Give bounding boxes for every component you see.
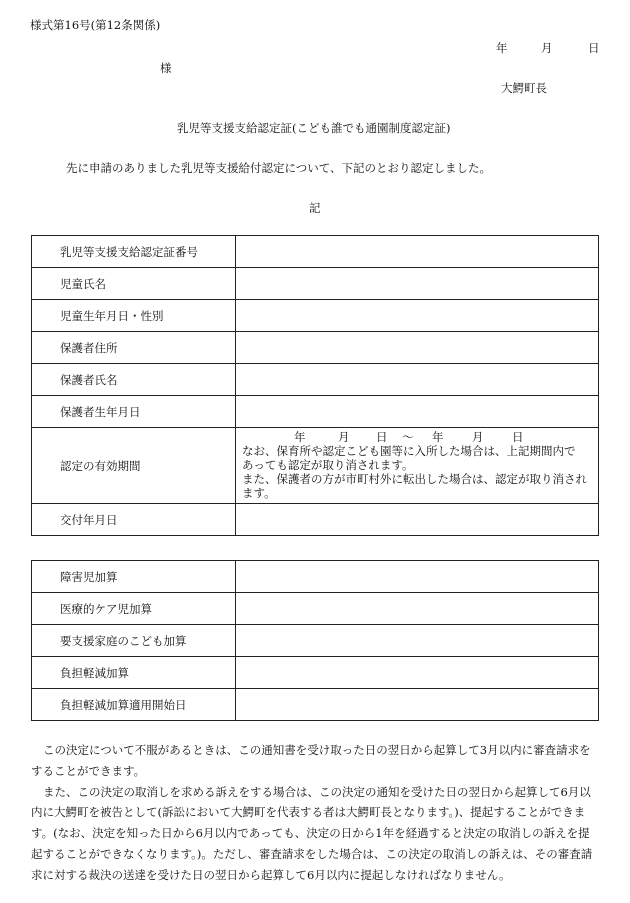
period-dates <box>242 430 593 444</box>
table-row <box>32 236 599 268</box>
row-label: 乳児等支援支給認定証番号 <box>32 236 236 268</box>
notice-paragraph: また、この決定の取消しを求める訴えをする場合は、この決定の通知を受けた日の翌日から起算して6月以内に大鰐町を被告として(訴訟において大鰐町を代表する者は大鰐町長となります。)、提起することができます。(なお、決定を知った日から6月以内であっても、決定の日から1年を経過すると決定の取消しの訴えを提起することができなくなります。)。ただし、審査請求をした場合は、この決定の取消しの訴えは、その審査請求に対する裁決の送達を受けた日の翌日から起算して6月以内に提起しなければなりません。 <box>31 784 593 882</box>
validity-period-row <box>32 428 599 504</box>
row-value <box>236 504 599 536</box>
row-label: 保護者生年月日 <box>32 396 236 428</box>
table-row <box>32 268 599 300</box>
intro-text: 先に申請のありました乳児等支援給付認定について、下記のとおり認定しました。 <box>66 161 492 175</box>
row-label: 医療的ケア児加算 <box>32 593 236 625</box>
table-row <box>32 561 599 593</box>
period-note-line: あっても認定が取り消されます。 <box>242 458 414 472</box>
row-label: 保護者氏名 <box>32 364 236 396</box>
row-label: 障害児加算 <box>32 561 236 593</box>
period-note-line: また、保護者の方が市町村外に転出した場合は、認定が取り消され <box>242 472 587 486</box>
table-row <box>32 593 599 625</box>
row-label: 負担軽減加算適用開始日 <box>32 689 236 721</box>
table-row <box>32 332 599 364</box>
table-row <box>32 657 599 689</box>
table-row <box>32 396 599 428</box>
row-value <box>236 657 599 689</box>
period-start-month: 月 <box>338 430 350 444</box>
period-start-day: 日 <box>376 430 388 444</box>
certification-table <box>31 235 599 536</box>
table-row <box>32 625 599 657</box>
recipient-honorific: 様 <box>160 61 172 75</box>
ki-heading: 記 <box>309 201 321 215</box>
row-value <box>236 689 599 721</box>
period-end-month: 月 <box>472 430 484 444</box>
document-title: 乳児等支援支給認定証(こども誰でも通園制度認定証) <box>177 121 451 135</box>
row-value <box>236 332 599 364</box>
date-day-label: 日 <box>588 41 600 55</box>
row-label: 要支援家庭のこども加算 <box>32 625 236 657</box>
date-month-label: 月 <box>541 41 553 55</box>
row-value <box>236 300 599 332</box>
period-note-line: ます。 <box>242 486 276 500</box>
row-label: 負担軽減加算 <box>32 657 236 689</box>
row-label: 児童氏名 <box>32 268 236 300</box>
period-start-year: 年 <box>294 430 306 444</box>
row-label: 交付年月日 <box>32 504 236 536</box>
row-label: 児童生年月日・性別 <box>32 300 236 332</box>
table-row <box>32 504 599 536</box>
date-year-label: 年 <box>496 41 508 55</box>
form-number: 様式第16号(第12条関係) <box>30 18 161 32</box>
period-note-line: なお、保育所や認定こども園等に入所した場合は、上記期間内で <box>242 444 576 458</box>
row-label: 認定の有効期間 <box>32 428 236 504</box>
row-value <box>236 396 599 428</box>
table-row <box>32 300 599 332</box>
issuer-name: 大鰐町長 <box>501 81 547 95</box>
table-row <box>32 689 599 721</box>
validity-period-cell <box>236 428 599 504</box>
addition-table <box>31 560 599 721</box>
row-label: 保護者住所 <box>32 332 236 364</box>
row-value <box>236 236 599 268</box>
row-value <box>236 364 599 396</box>
row-value <box>236 593 599 625</box>
row-value <box>236 625 599 657</box>
notice-paragraph: この決定について不服があるときは、この通知書を受け取った日の翌日から起算して3月以内に審査請求をすることができます。 <box>31 743 591 778</box>
appeal-notice <box>31 740 601 886</box>
row-value <box>236 561 599 593</box>
period-end-day: 日 <box>512 430 524 444</box>
row-value <box>236 268 599 300</box>
period-end-year: 年 <box>432 430 444 444</box>
period-tilde: 〜 <box>402 430 414 444</box>
table-row <box>32 364 599 396</box>
